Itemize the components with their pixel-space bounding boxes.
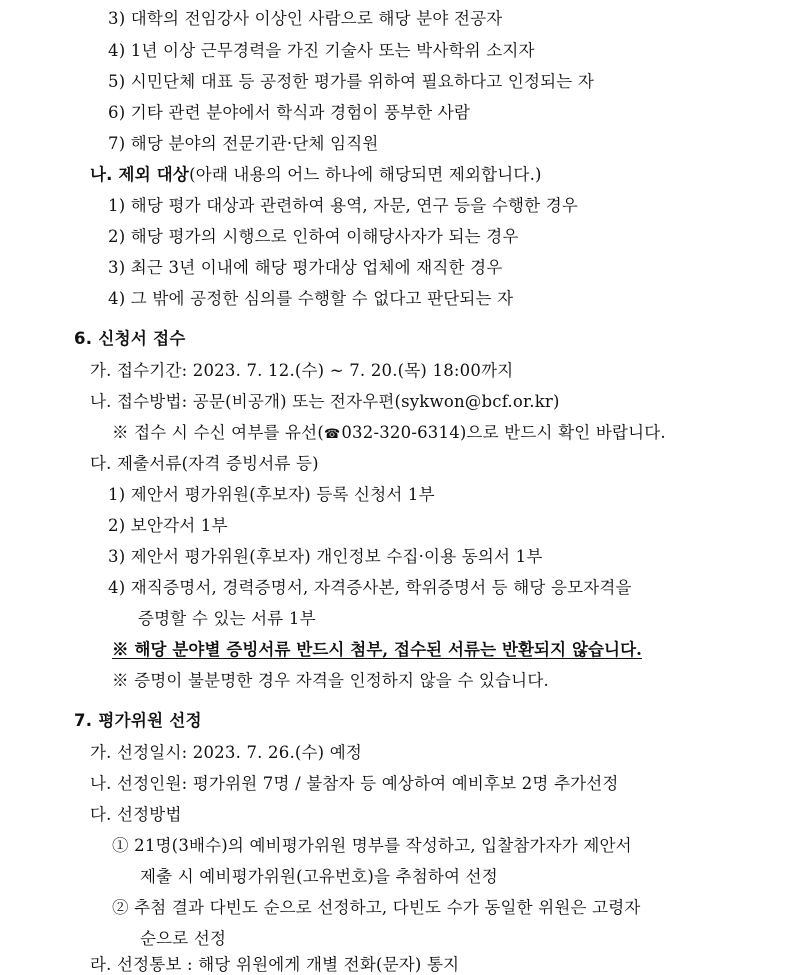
selection-method-2: ② 추첨 결과 다빈도 순으로 선정하고, 다빈도 수가 동일한 위원은 고령자 (112, 898, 641, 917)
section-6-title: 6. 신청서 접수 (74, 329, 186, 348)
document-item-1: 1) 제안서 평가위원(후보자) 등록 신청서 1부 (108, 485, 435, 504)
exclusion-item-4: 4) 그 밖에 공정한 심의를 수행할 수 없다고 판단되는 자 (108, 289, 514, 308)
exclusion-heading-note: (아래 내용의 어느 하나에 해당되면 제외합니다.) (189, 165, 542, 184)
document-item-3: 3) 제안서 평가위원(후보자) 개인정보 수집·이용 동의서 1부 (108, 547, 543, 566)
exclusion-item-3: 3) 최근 3년 이내에 해당 평가대상 업체에 재직한 경우 (108, 258, 503, 277)
selection-method-1: ① 21명(3배수)의 예비평가위원 명부를 작성하고, 입찰참가자가 제안서 (112, 836, 632, 855)
qualification-item-3: 3) 대학의 전임강사 이상인 사람으로 해당 분야 전공자 (108, 9, 503, 28)
confirmation-note (112, 423, 666, 445)
selection-method-heading: 다. 선정방법 (90, 805, 182, 824)
confirmation-note-text-a: ※ 접수 시 수신 여부를 유선( (112, 423, 324, 442)
proof-note: ※ 증명이 불분명한 경우 자격을 인정하지 않을 수 있습니다. (112, 671, 549, 690)
application-period: 가. 접수기간: 2023. 7. 12.(수) ~ 7. 20.(목) 18:00까지 (90, 361, 514, 380)
document-item-4: 4) 재직증명서, 경력증명서, 자격증사본, 학위증명서 등 해당 응모자격을 (108, 578, 632, 597)
selection-method-2-continued: 순으로 선정 (140, 929, 227, 948)
exclusion-heading (90, 165, 542, 185)
exclusion-item-2: 2) 해당 평가의 시행으로 인하여 이해당사자가 되는 경우 (108, 227, 519, 246)
qualification-item-7: 7) 해당 분야의 전문기관·단체 임직원 (108, 134, 379, 153)
phone-icon: ☎ (323, 427, 341, 442)
qualification-item-4: 4) 1년 이상 근무경력을 가진 기술사 또는 박사학위 소지자 (108, 41, 535, 60)
attachment-warning: ※ 해당 분야별 증빙서류 반드시 첨부, 접수된 서류는 반환되지 않습니다. (112, 640, 642, 659)
qualification-item-6: 6) 기타 관련 분야에서 학식과 경험이 풍부한 사람 (108, 103, 471, 122)
selection-date: 가. 선정일시: 2023. 7. 26.(수) 예정 (90, 743, 363, 762)
document-item-4-continued: 증명할 수 있는 서류 1부 (138, 609, 316, 628)
document-item-2: 2) 보안각서 1부 (108, 516, 228, 535)
selection-count: 나. 선정인원: 평가위원 7명 / 불참자 등 예상하여 예비후보 2명 추가선정 (90, 774, 619, 793)
exclusion-item-1: 1) 해당 평가 대상과 관련하여 용역, 자문, 연구 등을 수행한 경우 (108, 196, 579, 215)
confirmation-note-text-b: 032-320-6314)으로 반드시 확인 바랍니다. (341, 423, 666, 442)
section-7-title: 7. 평가위원 선정 (74, 711, 202, 730)
selection-method-1-continued: 제출 시 예비평가위원(고유번호)을 추첨하여 선정 (140, 867, 498, 886)
application-method: 나. 접수방법: 공문(비공개) 또는 전자우편(sykwon@bcf.or.kr) (90, 392, 560, 411)
submission-documents-heading: 다. 제출서류(자격 증빙서류 등) (90, 454, 319, 473)
qualification-item-5: 5) 시민단체 대표 등 공정한 평가를 위하여 필요하다고 인정되는 자 (108, 72, 594, 91)
selection-notice: 라. 선정통보 : 해당 위원에게 개별 전화(문자) 통지 (90, 955, 460, 974)
exclusion-heading-label: 나. 제외 대상 (90, 165, 190, 184)
